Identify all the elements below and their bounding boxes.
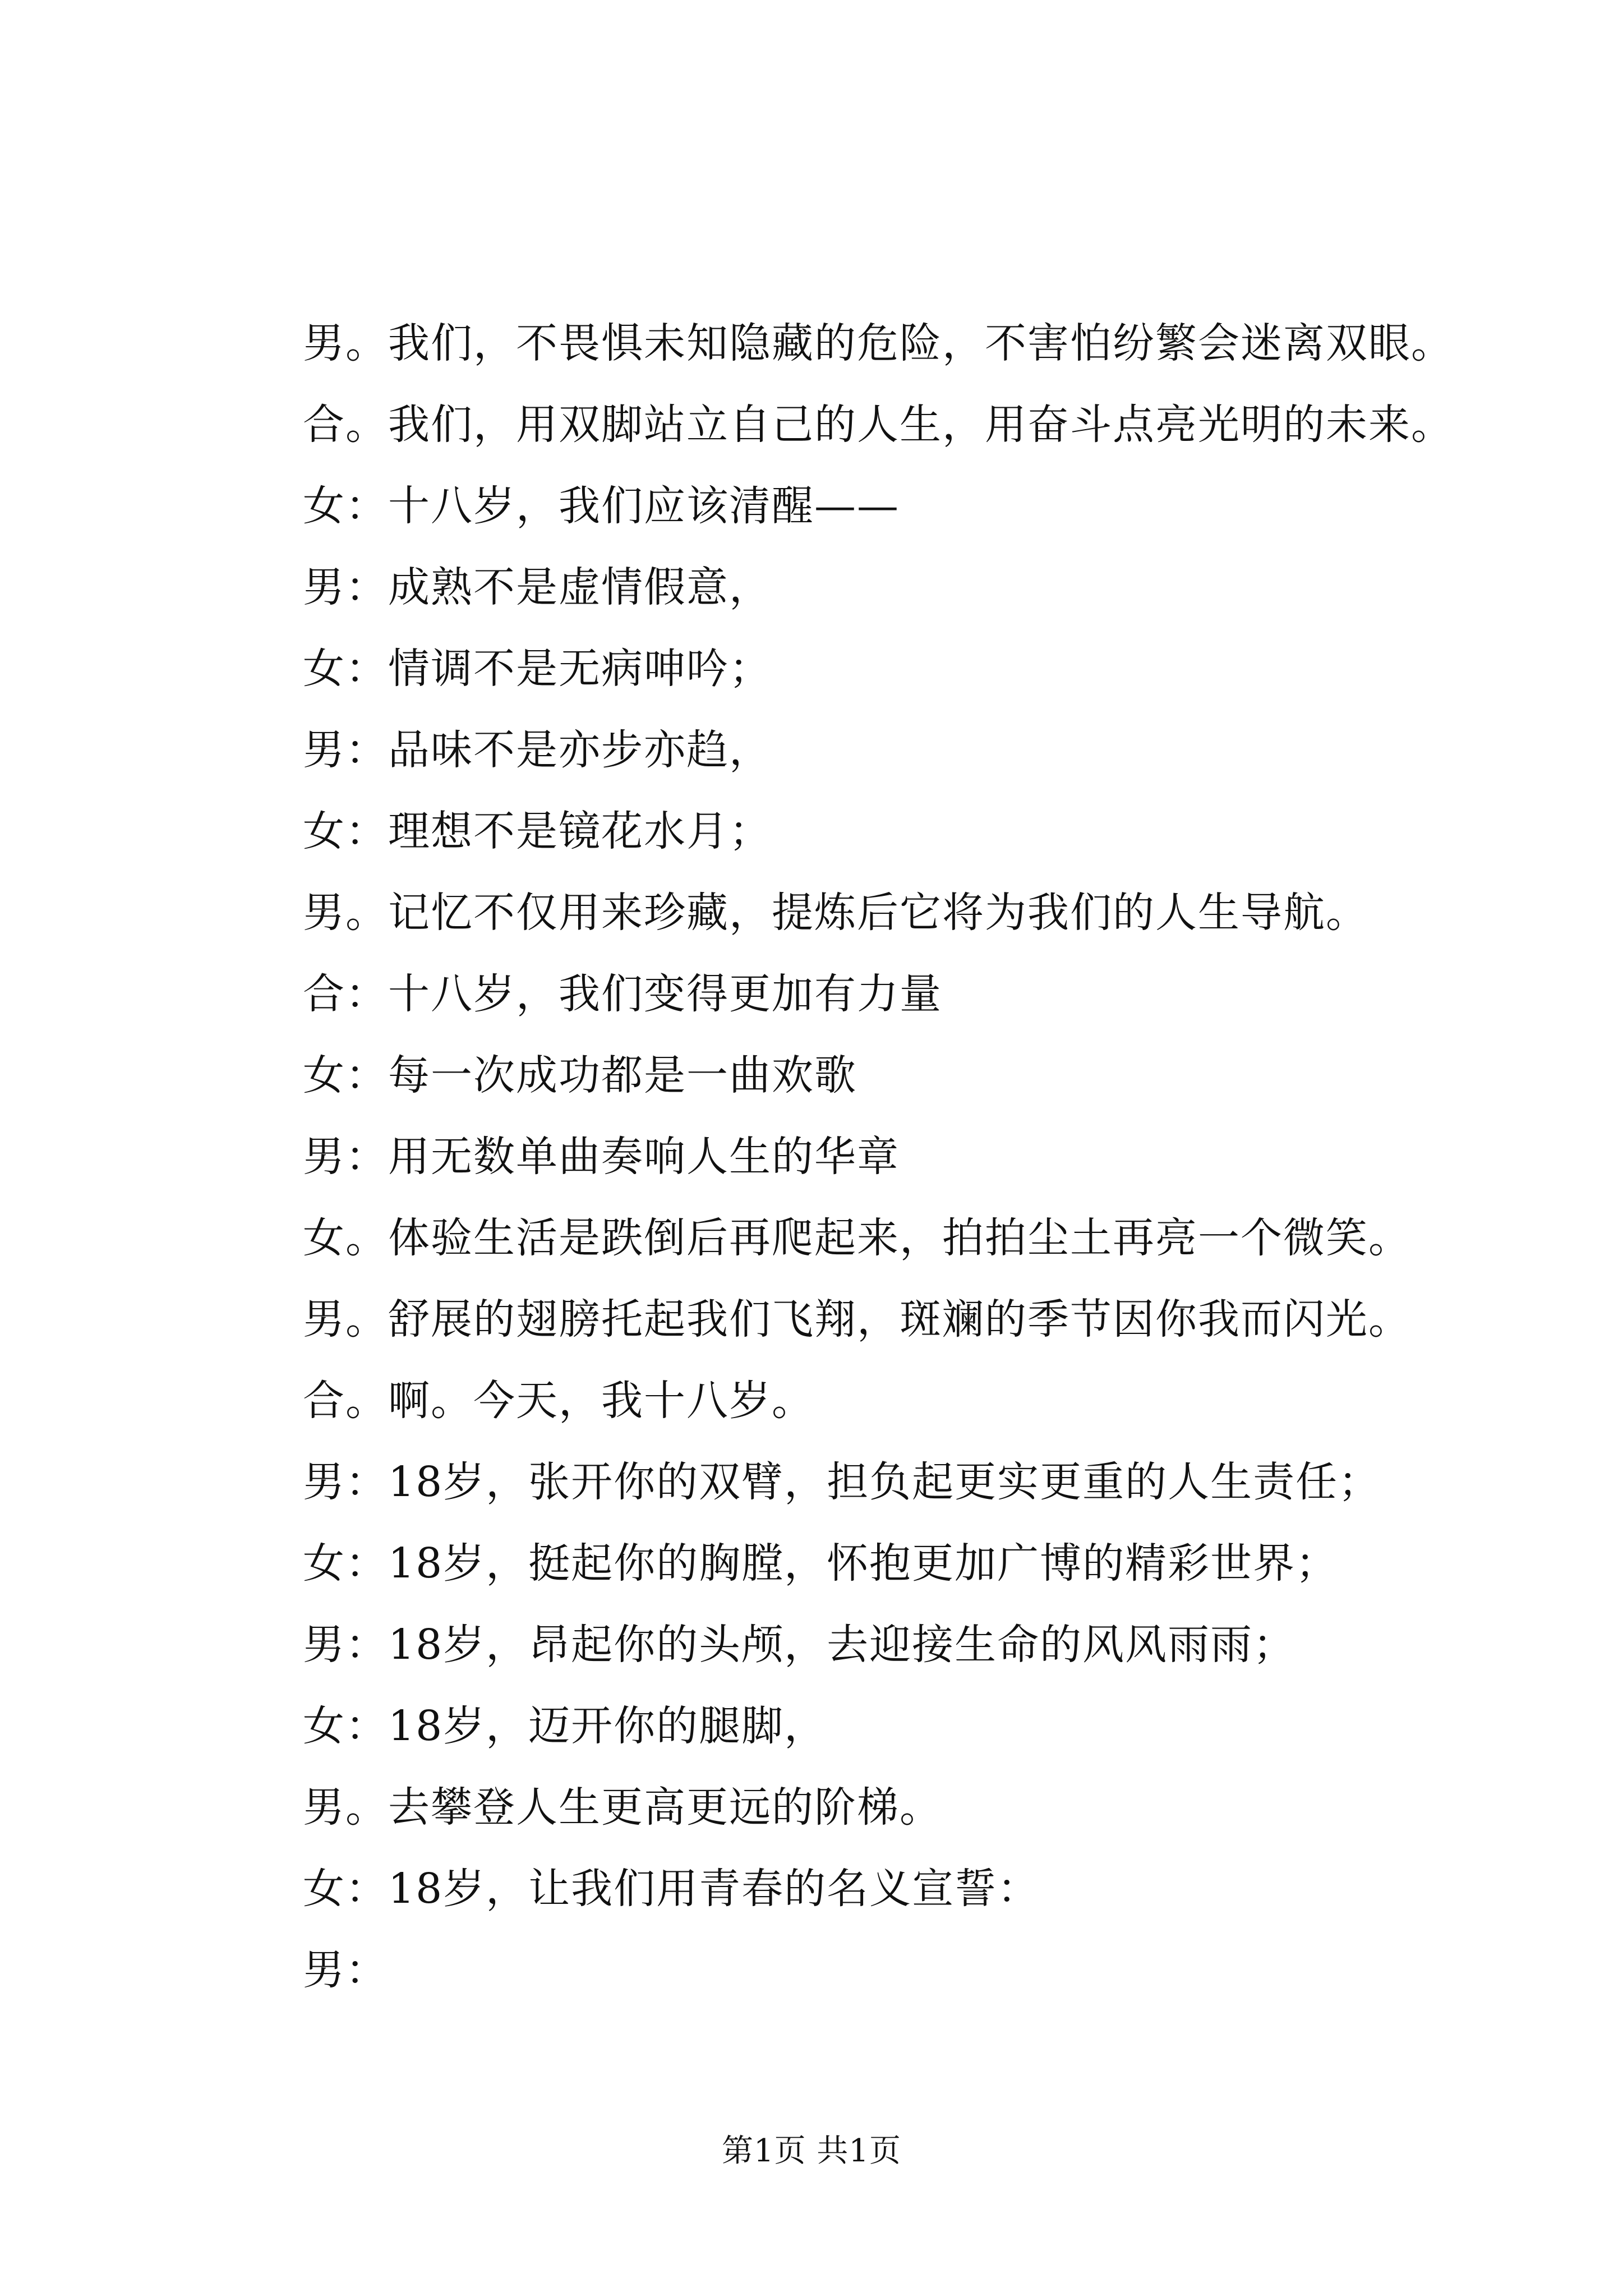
dialogue-text: 情调不是无病呻吟；	[388, 645, 772, 693]
dialogue-text: 啊。今天，我十八岁。	[388, 1377, 814, 1425]
speaker-separator: ：	[345, 1702, 388, 1750]
speaker-separator: ：	[345, 970, 388, 1018]
page-number-footer: 第1页 共1页	[721, 2133, 902, 2169]
speaker-separator: 。	[345, 319, 388, 367]
dialogue-line	[303, 1198, 1570, 1279]
dialogue-line	[303, 384, 1570, 466]
dialogue-text: 十八岁，我们应该清醒——	[388, 482, 900, 530]
speaker-label: 男	[303, 889, 345, 937]
speaker-separator: ：	[345, 1865, 388, 1913]
speaker-separator: ：	[345, 1458, 388, 1506]
dialogue-text: 18岁，让我们用青春的名义宣誓：	[388, 1865, 1040, 1913]
speaker-label: 女	[303, 645, 345, 693]
dialogue-text: 记忆不仅用来珍藏，提炼后它将为我们的人生导航。	[388, 889, 1368, 937]
dialogue-text: 去攀登人生更高更远的阶梯。	[388, 1783, 942, 1832]
speaker-label: 女	[303, 1051, 345, 1099]
speaker-label: 男	[303, 1783, 345, 1832]
dialogue-line	[303, 547, 1570, 628]
dialogue-text: 我们，不畏惧未知隐藏的危险，不害怕纷繁会迷离双眼。	[388, 319, 1454, 367]
dialogue-line	[303, 1279, 1570, 1360]
speaker-separator: 。	[345, 1214, 388, 1262]
dialogue-line	[303, 466, 1570, 547]
dialogue-text: 用无数单曲奏响人生的华章	[388, 1133, 900, 1181]
dialogue-line	[303, 1442, 1570, 1523]
speaker-label: 男	[303, 1295, 345, 1343]
speaker-separator: ：	[345, 645, 388, 693]
dialogue-line	[303, 1848, 1570, 1930]
speaker-separator: ：	[345, 1621, 388, 1669]
dialogue-text: 十八岁，我们变得更加有力量	[388, 970, 942, 1018]
speaker-separator: ：	[345, 807, 388, 855]
speaker-label: 男	[303, 1946, 345, 1994]
dialogue-line	[303, 303, 1570, 384]
speaker-separator: ：	[345, 1051, 388, 1099]
speaker-separator: ：	[345, 1946, 388, 1994]
dialogue-text: 18岁，张开你的双臂，担负起更实更重的人生责任；	[388, 1458, 1381, 1506]
speaker-separator: ：	[345, 1133, 388, 1181]
dialogue-line	[303, 872, 1570, 954]
speaker-label: 男	[303, 1458, 345, 1506]
speaker-label: 合	[303, 401, 345, 449]
speaker-label: 男	[303, 1133, 345, 1181]
speaker-label: 女	[303, 807, 345, 855]
speaker-label: 女	[303, 1539, 345, 1588]
speaker-label: 男	[303, 319, 345, 367]
speaker-separator: ：	[345, 563, 388, 611]
speaker-separator: ：	[345, 482, 388, 530]
speaker-label: 女	[303, 1702, 345, 1750]
dialogue-line	[303, 1116, 1570, 1198]
dialogue-text: 18岁，昂起你的头颅，去迎接生命的风风雨雨；	[388, 1621, 1296, 1669]
speaker-separator: 。	[345, 1783, 388, 1832]
dialogue-line	[303, 1035, 1570, 1116]
dialogue-text: 舒展的翅膀托起我们飞翔，斑斓的季节因你我而闪光。	[388, 1295, 1411, 1343]
speaker-label: 女	[303, 482, 345, 530]
dialogue-line	[303, 1686, 1570, 1767]
speaker-separator: 。	[345, 889, 388, 937]
speaker-separator: 。	[345, 1377, 388, 1425]
speaker-label: 女	[303, 1865, 345, 1913]
speaker-separator: ：	[345, 726, 388, 774]
speaker-label: 合	[303, 970, 345, 1018]
dialogue-text: 18岁，挺起你的胸膛，怀抱更加广博的精彩世界；	[388, 1539, 1339, 1588]
dialogue-line	[303, 1604, 1570, 1686]
speaker-separator: ：	[345, 1539, 388, 1588]
dialogue-line	[303, 954, 1570, 1035]
dialogue-text: 18岁，迈开你的腿脚，	[388, 1702, 827, 1750]
dialogue-list	[303, 303, 1570, 2011]
speaker-label: 女	[303, 1214, 345, 1262]
speaker-separator: 。	[345, 401, 388, 449]
dialogue-line	[303, 628, 1570, 710]
dialogue-line	[303, 710, 1570, 791]
dialogue-text: 每一次成功都是一曲欢歌	[388, 1051, 857, 1099]
dialogue-line	[303, 1930, 1570, 2011]
dialogue-text: 成熟不是虚情假意，	[388, 563, 772, 611]
speaker-separator: 。	[345, 1295, 388, 1343]
dialogue-line	[303, 1767, 1570, 1848]
speaker-label: 男	[303, 1621, 345, 1669]
dialogue-text: 理想不是镜花水月；	[388, 807, 772, 855]
dialogue-text: 品味不是亦步亦趋，	[388, 726, 772, 774]
dialogue-text: 我们，用双脚站立自己的人生，用奋斗点亮光明的未来。	[388, 401, 1454, 449]
speaker-label: 合	[303, 1377, 345, 1425]
speaker-label: 男	[303, 563, 345, 611]
dialogue-line	[303, 791, 1570, 872]
speaker-label: 男	[303, 726, 345, 774]
dialogue-line	[303, 1360, 1570, 1442]
dialogue-line	[303, 1523, 1570, 1604]
dialogue-text: 体验生活是跌倒后再爬起来，拍拍尘土再亮一个微笑。	[388, 1214, 1411, 1262]
